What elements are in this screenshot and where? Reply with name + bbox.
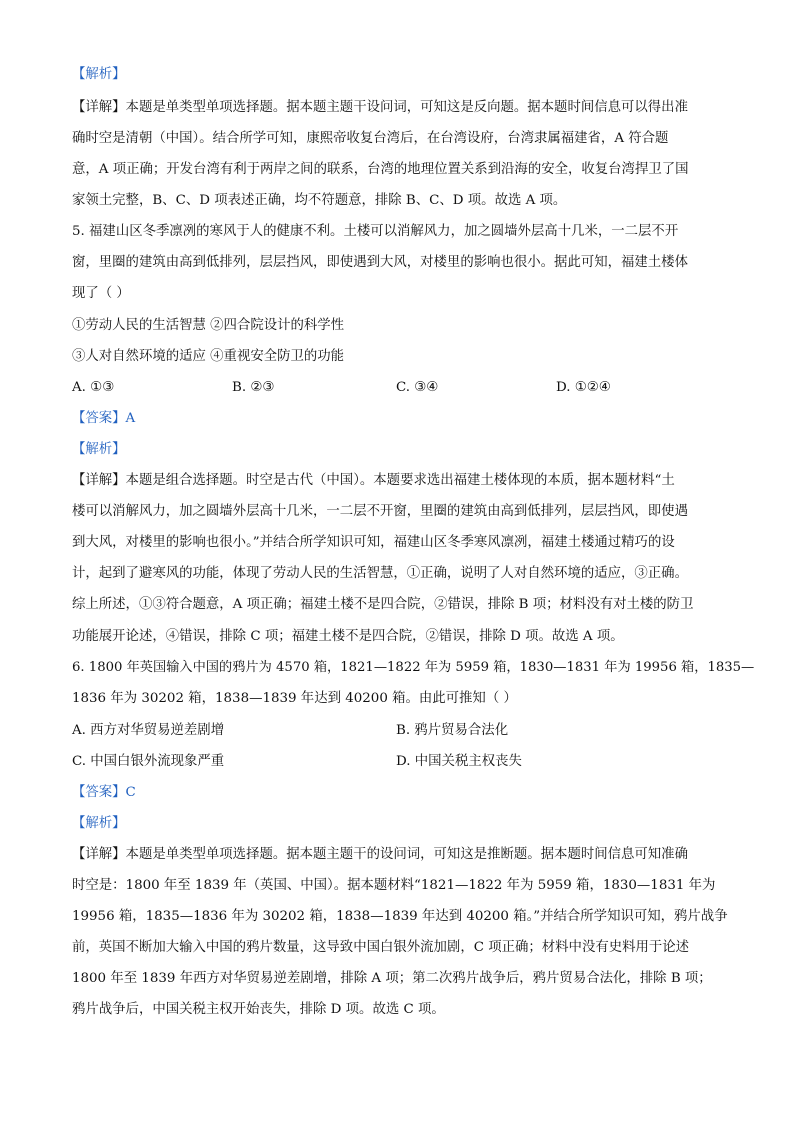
- q5-option-c: C. ③④: [396, 380, 439, 395]
- q5-stem-line: 现了（ ）: [72, 286, 130, 301]
- q6-answer: 【答案】C: [72, 785, 136, 800]
- q6-stem-line: 1836 年为 30202 箱，1838—1839 年达到 40200 箱。由此可推知（ ）: [72, 691, 517, 706]
- q5-detail-line: 【详解】本题是组合选择题。时空是古代（中国）。本题要求选出福建土楼体现的本质，据本题材料“土: [72, 473, 675, 488]
- q6-option-b: B. 鸦片贸易合法化: [396, 723, 509, 738]
- q5-stem-line: 窗，里圈的建筑由高到低排列，层层挡风，即使遇到大风，对楼里的影响也很小。据此可知，福建土楼体: [72, 255, 688, 270]
- q5-answer: 【答案】A: [72, 411, 136, 426]
- q6-option-a: A. 西方对华贸易逆差剧增: [72, 723, 225, 738]
- q5-detail-line: 功能展开论述，④错误，排除 C 项；福建土楼不是四合院，②错误，排除 D 项。故选 A 项。: [72, 629, 624, 644]
- q5-detail-line: 到大风，对楼里的影响也很小。”并结合所学知识可知，福建山区冬季寒风凛冽，福建土楼通过精巧的设: [72, 535, 675, 550]
- q4-detail-line: 意，A 项正确；开发台湾有利于两岸之间的联系，台湾的地理位置关系到沿海的安全，收复台湾捍卫了国: [72, 162, 689, 177]
- q5-option-a: A. ①③: [72, 380, 115, 395]
- q6-analysis-tag: 【解析】: [72, 816, 126, 831]
- q6-option-d: D. 中国关税主权丧失: [396, 754, 522, 769]
- q5-analysis-tag: 【解析】: [72, 442, 126, 457]
- q4-detail-line: 确时空是清朝（中国）。结合所学可知，康熙帝收复台湾后，在台湾设府，台湾隶属福建省，A 符合题: [72, 131, 669, 146]
- q6-detail-line: 时空是：1800 年至 1839 年（英国、中国）。据本题材料“1821—1822 年为 5959 箱，1830—1831 年为: [72, 878, 716, 893]
- q6-detail-line: 1800 年至 1839 年西方对华贸易逆差剧增，排除 A 项；第二次鸦片战争后，鸦片贸易合法化，排除 B 项；: [72, 971, 712, 986]
- q4-analysis-tag: 【解析】: [72, 67, 126, 82]
- q4-detail-line: 【详解】本题是单类型单项选择题。据本题主题干设问词，可知这是反向题。据本题时间信息可以得出准: [72, 100, 688, 115]
- q6-stem-line: 6. 1800 年英国输入中国的鸦片为 4570 箱，1821—1822 年为 5959 箱，1830—1831 年为 19956 箱，1835—: [72, 660, 755, 675]
- q6-detail-line: 鸦片战争后，中国关税主权开始丧失，排除 D 项。故选 C 项。: [72, 1002, 445, 1017]
- q5-statement: ①劳动人民的生活智慧 ②四合院设计的科学性: [72, 318, 345, 333]
- q4-detail-line: 家领土完整，B、C、D 项表述正确，均不符题意，排除 B、C、D 项。故选 A 项。: [72, 193, 567, 208]
- q5-detail-line: 综上所述，①③符合题意，A 项正确；福建土楼不是四合院，②错误，排除 B 项；材料没有对土楼的防卫: [72, 597, 694, 612]
- q5-stem-line: 5. 福建山区冬季凛冽的寒风于人的健康不利。土楼可以消解风力，加之圆墙外层高十几米，一二层不开: [72, 224, 679, 239]
- q5-detail-line: 楼可以消解风力，加之圆墙外层高十几米，一二层不开窗，里圈的建筑由高到低排列，层层挡风，即使遇: [72, 504, 688, 519]
- q6-option-c: C. 中国白银外流现象严重: [72, 754, 225, 769]
- q6-detail-line: 前，英国不断加大输入中国的鸦片数量，这导致中国白银外流加剧，C 项正确；材料中没有史料用于论述: [72, 940, 690, 955]
- q6-detail-line: 【详解】本题是单类型单项选择题。据本题主题干的设问词，可知这是推断题。据本题时间信息可知准确: [72, 847, 688, 862]
- q5-statement: ③人对自然环境的适应 ④重视安全防卫的功能: [72, 349, 345, 364]
- q5-option-b: B. ②③: [232, 380, 275, 395]
- q6-detail-line: 19956 箱，1835—1836 年为 30202 箱，1838—1839 年达到 40200 箱。”并结合所学知识可知，鸦片战争: [72, 909, 728, 924]
- q5-detail-line: 计，起到了避寒风的功能，体现了劳动人民的生活智慧，①正确，说明了人对自然环境的适应，③正确。: [72, 566, 688, 581]
- q5-option-d: D. ①②④: [556, 380, 611, 395]
